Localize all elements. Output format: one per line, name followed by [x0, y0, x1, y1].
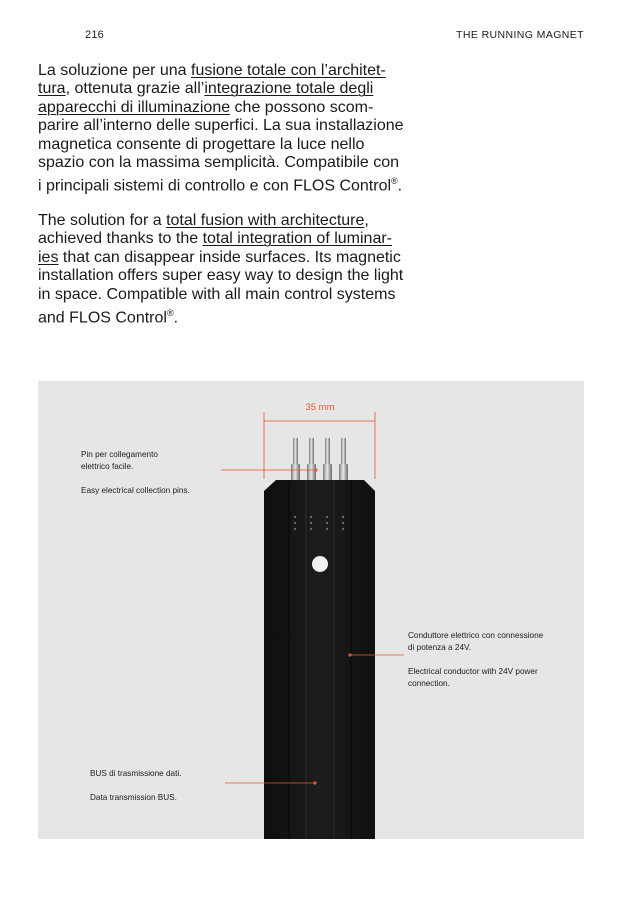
text-run: , ottenuta grazie all’ — [65, 80, 205, 98]
underlined-phrase: ies — [38, 248, 59, 266]
running-title: THE RUNNING MAGNET — [456, 29, 584, 41]
callout-text: Easy electrical collection pins. — [81, 486, 190, 495]
underlined-phrase: total integration of luminar- — [202, 230, 392, 248]
registered-mark: ® — [166, 308, 174, 319]
text-run: . — [397, 177, 403, 195]
dimension-label: 35 mm — [305, 402, 335, 413]
text-run: parire all’interno delle superfici. La sua installazione — [38, 117, 404, 135]
product-figure — [38, 381, 584, 839]
text-run: La soluzione per una — [38, 62, 191, 79]
underlined-phrase: tura — [38, 80, 66, 98]
text-run: that can disappear inside surfaces. Its magnetic — [58, 248, 401, 266]
callout-conductor — [408, 630, 543, 690]
text-run: , — [364, 212, 369, 229]
callout-text: Data transmission BUS. — [90, 793, 177, 802]
callout-bus — [90, 768, 181, 804]
underlined-phrase: apparecchi di illuminazione — [38, 98, 231, 116]
callout-text: Conduttore elettrico con connessione — [408, 631, 544, 640]
callout-text: Electrical conductor with 24V power — [408, 667, 538, 676]
underlined-phrase: total fusion with architecture — [166, 212, 365, 229]
underlined-phrase: fusione totale con l’architet- — [191, 62, 386, 79]
callout-text: connection. — [408, 679, 450, 688]
paragraph-english — [38, 212, 408, 328]
paragraph-italian — [38, 62, 408, 196]
text-run: achieved thanks to the — [38, 230, 203, 248]
callout-text: elettrico facile. — [81, 462, 134, 471]
text-run: i principali sistemi di controllo e con FLOS Control — [38, 177, 392, 195]
page-number: 216 — [85, 29, 104, 41]
text-run: che possono scom- — [230, 98, 374, 116]
text-run: and FLOS Control — [38, 309, 167, 327]
connector-pins — [291, 438, 348, 483]
registered-mark: ® — [391, 176, 398, 187]
callout-text: BUS di trasmissione dati. — [90, 769, 182, 778]
dimension-indicator — [264, 412, 375, 479]
text-run: in space. Compatible with all main control systems — [38, 285, 396, 303]
text-run: magnetica consente di progettare la luce nello — [38, 135, 365, 153]
track-profile — [264, 480, 375, 839]
callout-text: Pin per collegamento — [81, 450, 158, 459]
callout-text: di potenza a 24V. — [408, 643, 471, 652]
text-run: The solution for a — [38, 212, 167, 229]
text-run: installation offers super easy way to design the light — [38, 267, 404, 285]
callout-pins — [81, 449, 190, 497]
text-run: . — [173, 309, 179, 327]
text-run: spazio con la massima semplicità. Compatibile con — [38, 154, 400, 172]
underlined-phrase: integrazione totale degli — [204, 80, 374, 98]
white-disc — [312, 556, 328, 572]
